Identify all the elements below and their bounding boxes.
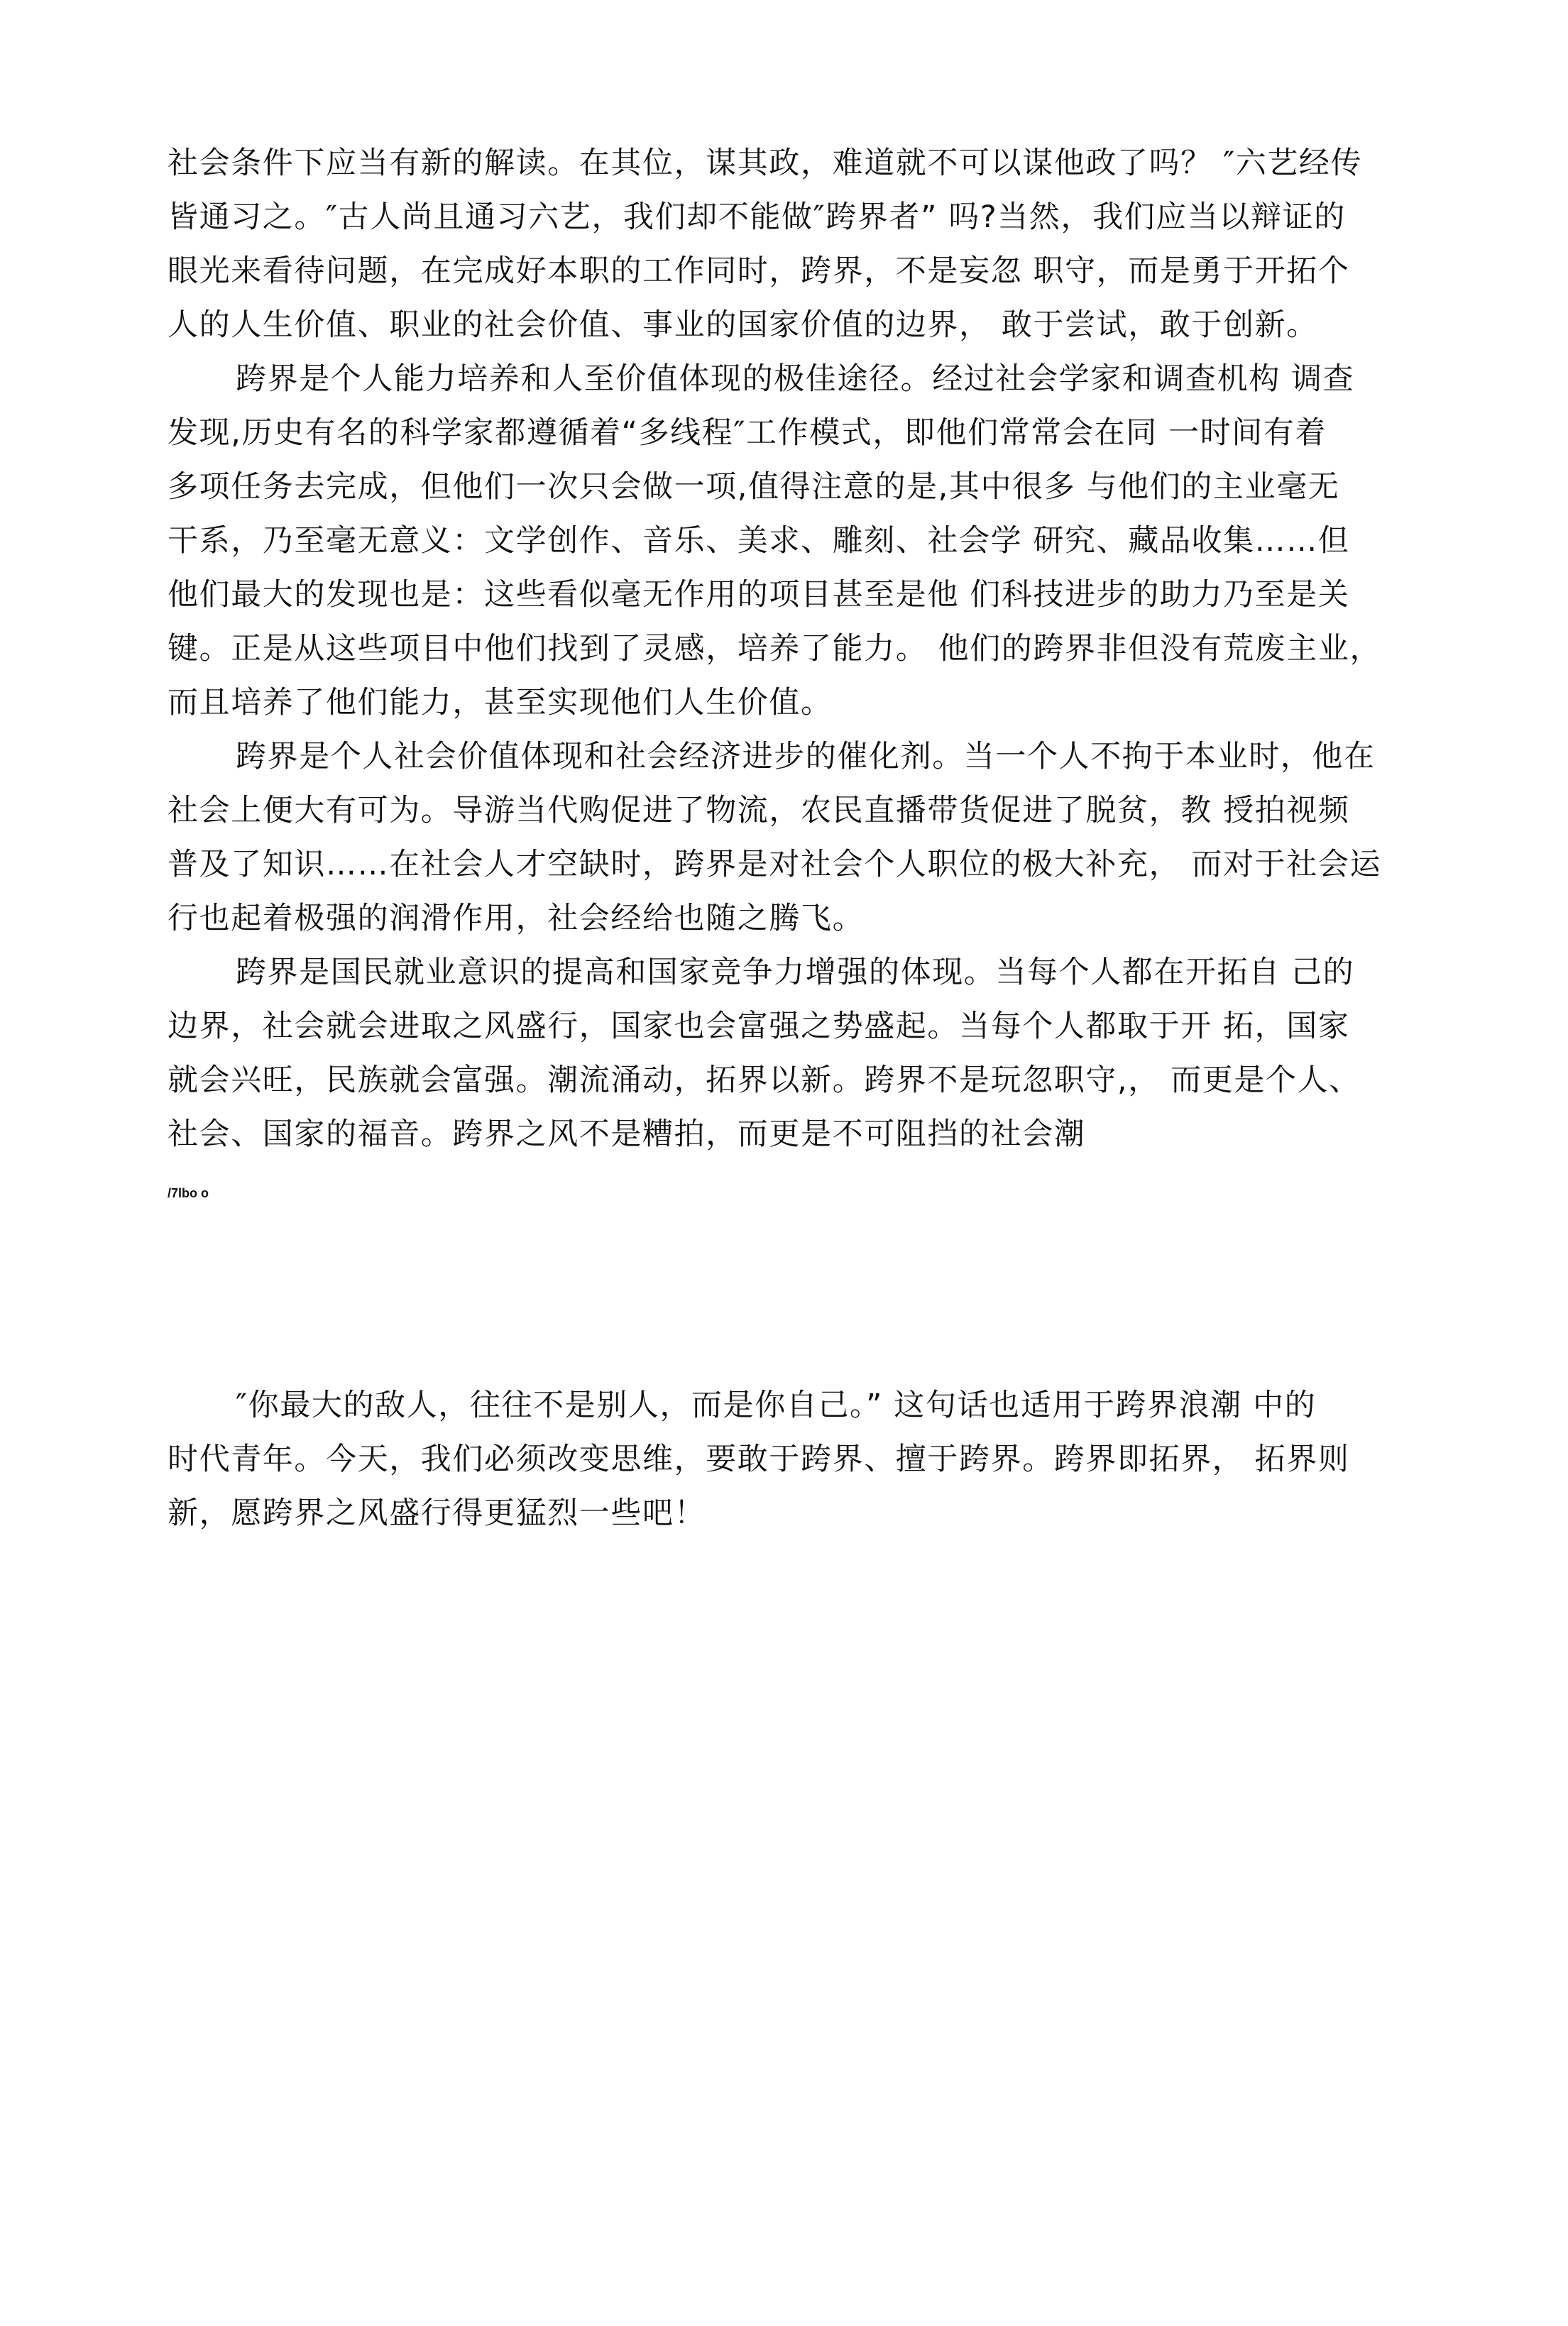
text-line: 而且培养了他们能力，甚至实现他们人生价值。 [168, 685, 833, 720]
paragraph-start-line: 跨界是个人社会价值体现和社会经济进步的催化剂。当一个人不拘于本业时，他在 [236, 739, 1376, 774]
text-line: 键。正是从这些项目中他们找到了灵感，培养了能力。 他们的跨界非但没有荒废主业， [168, 631, 1382, 666]
paragraph-start-line: 跨界是国民就业意识的提高和国家竞争力增强的体现。当每个人都在开拓自 己的 [236, 955, 1355, 990]
text-line: 时代青年。今天，我们必须改变思维，要敢于跨界、擅于跨界。跨界即拓界， 拓界则 [168, 1442, 1350, 1477]
text-line: 新，愿跨界之风盛行得更猛烈一些吧！ [168, 1496, 706, 1531]
text-line: 干系，乃至毫无意义：文学创作、音乐、美求、雕刻、社会学 研究、藏品收集……但 [168, 523, 1350, 559]
text-line: 皆通习之。″古人尚且通习六艺，我们却不能做″跨界者” 吗?当然，我们应当以辩证的 [168, 199, 1346, 235]
paragraph-start-line: ″你最大的敌人，往往不是别人，而是你自己。” 这句话也适用于跨界浪潮 中的 [236, 1388, 1317, 1423]
paragraph-start-line: 跨界是个人能力培养和人至价值体现的极佳途径。经过社会学家和调查机构 调查 [236, 361, 1355, 397]
text-line: 社会条件下应当有新的解读。在其位，谋其政，难道就不可以谋他政了吗？ ″六艺经传 [168, 146, 1363, 181]
text-line: 发现,历史有名的科学家都遵循着“多线程″工作模式，即他们常常会在同 一时间有着 [168, 415, 1327, 451]
closing-paragraph [168, 1388, 1431, 1549]
text-line: 眼光来看待问题，在完成好本职的工作同时，跨界，不是妄忽 职守，而是勇于开拓个 [168, 253, 1350, 289]
body-text [168, 146, 1431, 1224]
text-line: 他们最大的发现也是：这些看似毫无作用的项目甚至是他 们科技进步的助力乃至是关 [168, 577, 1350, 613]
text-line: 人的人生价值、职业的社会价值、事业的国家价值的边界， 敢于尝试，敢于创新。 [168, 307, 1318, 343]
text-line: 社会、国家的福音。跨界之风不是糟拍，而更是不可阻挡的社会潮 [168, 1117, 1086, 1152]
page-marker: /7lbo o [168, 1186, 209, 1200]
text-line: 边界，社会就会进取之风盛行，国家也会富强之势盛起。当每个人都取于开 拓，国家 [168, 1009, 1350, 1044]
text-line: 就会兴旺，民族就会富强。潮流涌动，拓界以新。跨界不是玩忽职守,， 而更是个人、 [168, 1063, 1361, 1098]
text-line: 行也起着极强的润滑作用，社会经给也随之腾飞。 [168, 901, 865, 936]
text-line: 普及了知识……在社会人才空缺时，跨界是对社会个人职位的极大补充， 而对于社会运 [168, 847, 1382, 882]
text-line: 社会上便大有可为。导游当代购促进了物流，农民直播带货促进了脱贫，教 授拍视频 [168, 793, 1350, 828]
text-line: 多项任务去完成，但他们一次只会做一项,值得注意的是,其中很多 与他们的主业毫无 [168, 469, 1340, 505]
